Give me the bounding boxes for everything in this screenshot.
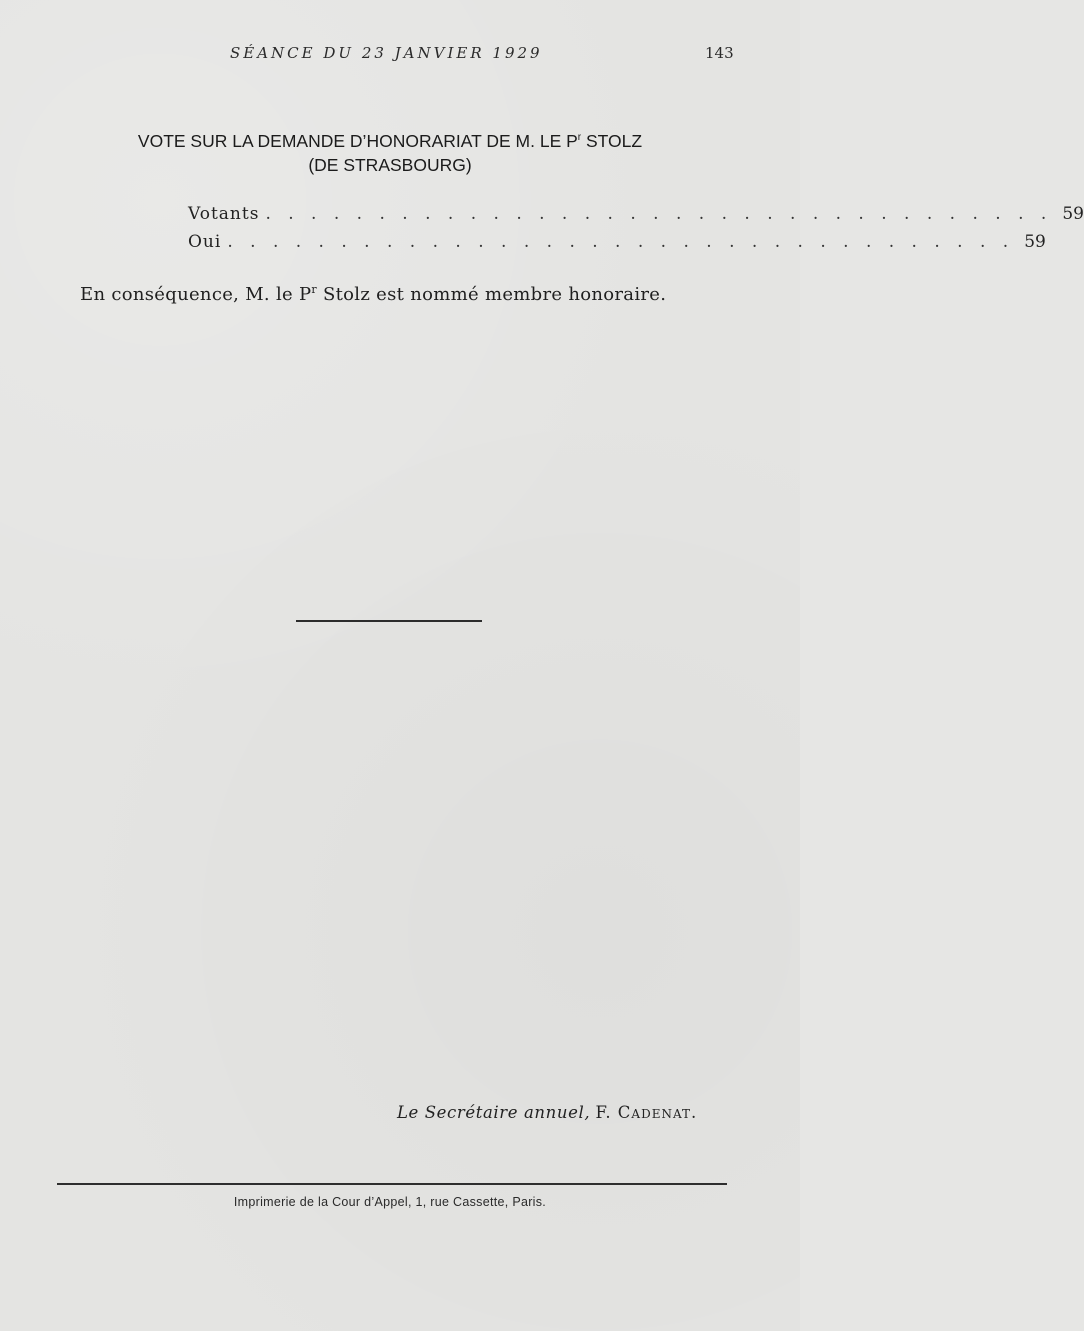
signature-line bbox=[397, 1101, 697, 1125]
leader-dots: . . . . . . . . . . . . . . . . . . . . . . . . . . . . . . . . . . . bbox=[227, 232, 1015, 252]
signature-name: F. Cadenat. bbox=[595, 1103, 698, 1122]
footer-rule bbox=[57, 1183, 727, 1185]
heading-superscript: r bbox=[577, 132, 582, 143]
leader-dots: . . . . . . . . . . . . . . . . . . . . . . . . . . . . . . . . . . . bbox=[265, 204, 1053, 224]
conclusion-paragraph bbox=[80, 278, 740, 307]
conclusion-superscript: r bbox=[311, 283, 317, 296]
vote-value: 59 bbox=[1062, 204, 1084, 224]
section-separator-rule bbox=[296, 620, 482, 622]
heading-line-1-suffix: STOLZ bbox=[581, 130, 643, 151]
running-title: SÉANCE DU 23 JANVIER 1929 bbox=[230, 44, 543, 62]
vote-label: Votants bbox=[188, 204, 260, 224]
vote-label: Oui bbox=[188, 232, 222, 252]
running-head bbox=[0, 44, 800, 66]
vote-row-oui bbox=[188, 228, 1046, 256]
conclusion-prefix: En conséquence, M. le P bbox=[80, 284, 312, 305]
conclusion-suffix: Stolz est nommé membre honoraire. bbox=[316, 284, 667, 305]
heading-line-1 bbox=[40, 126, 740, 153]
printer-imprint: Imprimerie de la Cour d’Appel, 1, rue Cassette, Paris. bbox=[233, 1195, 547, 1209]
heading-line-2: (DE STRASBOURG) bbox=[308, 154, 472, 175]
vote-results-table bbox=[188, 200, 1084, 256]
signature-role: Le Secrétaire annuel, bbox=[397, 1103, 591, 1122]
vote-value: 59 bbox=[1024, 232, 1046, 252]
vote-row-votants bbox=[188, 200, 1084, 228]
heading-line-1-prefix: VOTE SUR LA DEMANDE D’HONORARIAT DE M. LE P bbox=[137, 130, 578, 151]
page-number: 143 bbox=[705, 44, 734, 62]
section-heading bbox=[40, 126, 740, 177]
